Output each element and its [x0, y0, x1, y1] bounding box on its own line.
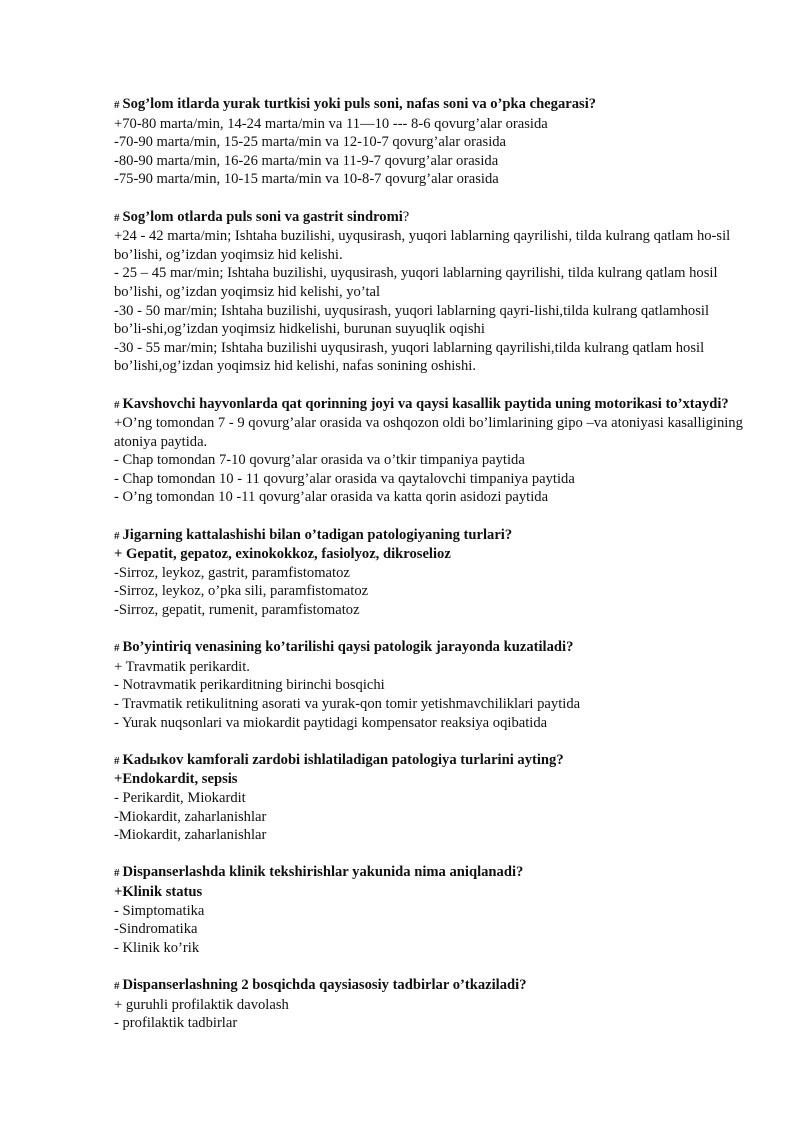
- question-text: [114, 751, 744, 771]
- question-marker: #: [114, 867, 120, 880]
- question-label: Sog’lom otlarda puls soni va gastrit sindromi: [122, 208, 403, 225]
- answer-option: + Travmatik perikardit.: [114, 658, 250, 675]
- question-marker: #: [114, 529, 120, 542]
- answer-option: - profilaktik tadbirlar: [114, 1015, 238, 1032]
- question-label: Sog’lom itlarda yurak turtkisi yoki puls soni, nafas soni va o’pka chegarasi?: [122, 96, 597, 112]
- question-text: [114, 863, 744, 883]
- question-block: [114, 395, 744, 508]
- question-block: [114, 526, 744, 620]
- answer-option: -75-90 marta/min, 10-15 marta/min va 10-8-7 qovurg’alar orasida: [114, 171, 499, 188]
- question-label: Dispanserlashning 2 bosqichda qaysiasosiy tadbirlar o’tkaziladi?: [122, 976, 527, 993]
- question-marker: #: [114, 754, 120, 767]
- question-block: [114, 208, 744, 376]
- question-marker: #: [114, 642, 120, 655]
- answer-option: - Yurak nuqsonlari va miokardit paytidagi kompensator reaksiya oqibatida: [114, 714, 548, 731]
- answer-option: - Chap tomondan 7-10 qovurg’alar orasida va o’tkir timpaniya paytida: [114, 452, 525, 469]
- answer-option: -Miokardit, zaharlanishlar: [114, 808, 267, 825]
- answer-option: - 25 – 45 mar/min; Ishtaha buzilishi, uyqusirash, yuqori lablarning qayrilishi, tilda kulrang qatlam hosil bo’lishi, og’izdan yoqimsiz hid kelishi, yo’tal: [114, 265, 718, 300]
- question-text: [114, 976, 744, 996]
- answer-option: - Travmatik retikulitning asorati va yurak-qon tomir yetishmavchiliklari paytida: [114, 696, 581, 712]
- question-block: [114, 751, 744, 845]
- answer-option: - Notravmatik perikarditning birinchi bosqichi: [114, 677, 385, 694]
- answer-option: -70-90 marta/min, 15-25 marta/min va 12-10-7 qovurg’alar orasida: [114, 134, 507, 151]
- question-block: [114, 95, 744, 189]
- answer-option: +Endokardit, sepsis: [114, 771, 238, 788]
- answer-option: -30 - 55 mar/min; Ishtaha buzilishi uyqusirash, yuqori lablarning qayrilishi,tilda kulrang qatlam hosil bo’lishi,og’izdan yoqimsiz hid kelishi, nafas sonining oshishi.: [114, 339, 705, 375]
- answer-option: +O’ng tomondan 7 - 9 qovurg’alar orasida va oshqozon oldi bo’limlarining gipo –va atoniyasi kasalligining atoniya paytida.: [114, 415, 743, 450]
- question-label: Bo’yintiriq venasining ko’tarilishi qaysi patologik jarayonda kuzatiladi?: [122, 639, 574, 656]
- answer-option: -Sirroz, leykoz, o’pka sili, paramfistomatoz: [114, 583, 369, 600]
- answer-option: + guruhli profilaktik davolash: [114, 996, 289, 1013]
- question-text: [114, 526, 744, 546]
- question-label: Kadыkov kamforali zardobi ishlatiladigan patologiya turlarini ayting?: [122, 751, 564, 768]
- question-marker: #: [114, 99, 120, 111]
- answer-option: - Simptomatika: [114, 902, 205, 919]
- answer-option: - Perikardit, Miokardit: [114, 789, 246, 806]
- question-block: [114, 638, 744, 732]
- question-text: [114, 395, 744, 415]
- answer-option: -Sirroz, leykoz, gastrit, paramfistomatoz: [114, 564, 350, 581]
- question-label: Jigarning kattalashishi bilan o’tadigan patologiyaning turlari?: [122, 526, 513, 543]
- question-text: [114, 638, 744, 658]
- answer-option: -Miokardit, zaharlanishlar: [114, 827, 267, 844]
- question-marker: #: [114, 398, 120, 411]
- question-text: [114, 95, 744, 115]
- answer-option: +24 - 42 marta/min; Ishtaha buzilishi, uyqusirash, yuqori lablarning qayrilishi, tilda kulrang qatlam ho-sil bo’lishi, og’izdan yoqimsiz hid kelishi.: [114, 228, 731, 263]
- question-block: [114, 863, 744, 957]
- answer-option: - O’ng tomondan 10 -11 qovurg’alar orasida va katta qorin asidozi paytida: [114, 489, 549, 506]
- answer-option: + Gepatit, gepatoz, exinokokkoz, fasiolyoz, dikroselioz: [114, 546, 451, 563]
- answer-option: -Sindromatika: [114, 921, 198, 938]
- answer-option: -Sirroz, gepatit, rumenit, paramfistomatoz: [114, 602, 360, 619]
- answer-option: - Klinik ko’rik: [114, 939, 200, 956]
- question-label: Dispanserlashda klinik tekshirishlar yakunida nima aniqlanadi?: [122, 864, 524, 881]
- question-marker: #: [114, 979, 120, 992]
- answer-option: -80-90 marta/min, 16-26 marta/min va 11-9-7 qovurg’alar orasida: [114, 152, 499, 169]
- question-marker: #: [114, 211, 120, 224]
- answer-option: +70-80 marta/min, 14-24 marta/min va 11—10 --- 8-6 qovurg’alar orasida: [114, 115, 548, 132]
- question-tail: ?: [402, 208, 410, 225]
- answer-option: - Chap tomondan 10 - 11 qovurg’alar orasida va qaytalovchi timpaniya paytida: [114, 470, 575, 487]
- answer-option: +Klinik status: [114, 883, 203, 900]
- document-body: [114, 95, 744, 1051]
- question-text: [114, 208, 744, 228]
- question-block: [114, 976, 744, 1033]
- answer-option: -30 - 50 mar/min; Ishtaha buzilishi, uyqusirash, yuqori lablarning qayri-lishi,tilda kulrang qatlamhosil bo’li-shi,og’izdan yoqimsiz hidkelishi, burunan suyuqlik oqishi: [114, 302, 709, 338]
- question-label: Kavshovchi hayvonlarda qat qorinning joyi va qaysi kasallik paytida uning motorikasi to’xtaydi?: [122, 395, 729, 412]
